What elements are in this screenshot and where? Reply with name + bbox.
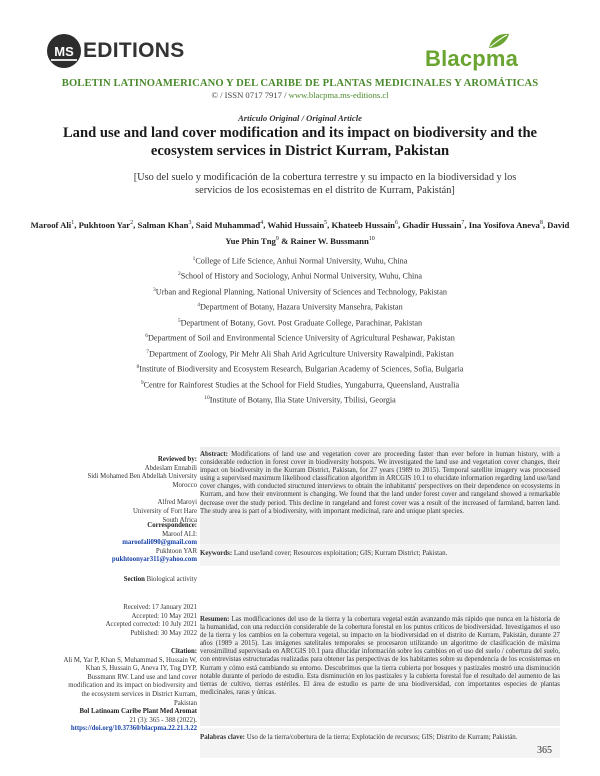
- author-name: Said Muhammad: [195, 219, 261, 230]
- author-affiliation-number: 10: [368, 235, 375, 242]
- author-list: Maroof Ali$^1$, Pukhtoon Yar$^2$, Salman Khan$^3$, Said Muhammad$^4$, Wahid Hussain$^5$, Khateeb Hussain$^6$, Ghadir Hussain$^7$, Ina Yosifova Aneva$^8$, David Yue Phin Tng$^9$ & Rainer W. Bussmann$^{10}$: [30, 219, 570, 246]
- section-label: Section: [123, 576, 145, 583]
- reviewer-name: Abdeslam Ennabili: [144, 464, 197, 472]
- affiliation-item: [80, 361, 520, 376]
- abstract-label: Abstract:: [200, 451, 228, 458]
- affiliation-number: 3: [153, 286, 156, 293]
- received-date: Received: 17 January 2021: [123, 604, 197, 611]
- affiliation-text: School of History and Sociology, Anhui Normal University, Wuhu, China: [180, 272, 423, 282]
- ms-logo-word: EDITIONS: [83, 39, 185, 62]
- doi-link[interactable]: https://doi.org/10.37360/blacpma.22.21.3.22: [70, 725, 197, 733]
- ms-logo-mark: MS: [47, 34, 81, 68]
- palabras-clave: [200, 734, 560, 742]
- palabras-text: Uso de la tierra/cobertura de la tierra; Explotación de recursos; GIS; Distrito de Kurram; Pakistán.: [246, 734, 518, 741]
- affiliation-text: Department of Soil and Environmental Science University of Agricultural Peshawar, Pakistan: [147, 333, 455, 343]
- resumen-label: Resumen:: [200, 616, 230, 623]
- accepted-corrected-date: Accepted corrected: 10 July 2021: [105, 621, 197, 629]
- author-affiliation-number: 5: [324, 220, 328, 226]
- affiliation-number: 5: [177, 317, 181, 324]
- article-title: Land use and land cover modification and its impact on biodiversity and the ecosystem services in District Kurram, Pakistan: [62, 125, 538, 159]
- author-name: Wahid Hussain: [267, 219, 325, 230]
- citation-text: Ali M, Yar P, Khan S, Muhammad S, Hussain W, Khan S, Hussain G, Aneva IY, Tng DYP, Bussmann RW. Land use and land cover modification and its impact on biodiversity and the ecosystem services in District Kurram, Pakistan: [63, 656, 197, 707]
- citation-block: [60, 648, 197, 734]
- reviewer-country: South Africa: [162, 516, 197, 524]
- keywords: [200, 550, 560, 557]
- affiliation-item: [80, 299, 520, 314]
- author-affiliation-number: 9: [275, 235, 279, 242]
- affiliation-item: [80, 253, 520, 268]
- reviewer-country: Morocco: [172, 481, 197, 489]
- article-subtitle: [Uso del suelo y modificación de la cobertura terrestre y su impacto en la biodiversidad y los servicios de los ecosistemas en el distrito de Kurram, Pakistán]: [133, 172, 517, 196]
- affiliation-item: [80, 315, 520, 330]
- affiliation-list: [80, 253, 520, 407]
- author-name: Maroof Ali: [30, 219, 72, 230]
- affiliation-text: Institute of Biodiversity and Ecosystem Research, Bulgarian Academy of Sciences, Sofia, Bulgaria: [139, 364, 464, 374]
- affiliation-text: Centre for Rainforest Studies at the School for Field Studies, Yungaburra, Queensland, Australia: [143, 380, 460, 390]
- affiliation-number: 9: [140, 379, 144, 386]
- author-name: Rainer W. Bussmann: [290, 235, 369, 246]
- palabras-panel: [200, 728, 560, 758]
- affiliation-text: Department of Botany, Govt. Post Graduate College, Parachinar, Pakistan: [180, 318, 423, 328]
- journal-url-link[interactable]: www.blacpma.ms-editions.cl: [288, 90, 389, 100]
- correspondence-block: [60, 522, 197, 565]
- corresponding-email-link[interactable]: pukhtoonyar311@yahoo.com: [111, 556, 197, 564]
- citation-volume: 21 (3): 365 - 388 (2022).: [129, 716, 197, 724]
- citation-label: Citation:: [170, 648, 197, 655]
- reviewed-by-label: Reviewed by:: [157, 456, 197, 463]
- affiliation-text: College of Life Science, Anhui Normal University, Wuhu, China: [195, 256, 408, 266]
- author-affiliation-number: 6: [395, 220, 398, 226]
- affiliation-item: [80, 284, 520, 299]
- journal-name: BOLETIN LATINOAMERICANO Y DEL CARIBE DE PLANTAS MEDICINALES Y AROMÁTICAS: [61, 78, 539, 89]
- author-affiliation-number: 7: [461, 220, 465, 226]
- author-name: Ina Yosifova Aneva: [468, 219, 540, 230]
- affiliation-number: 6: [145, 333, 148, 340]
- abstract: [200, 451, 560, 518]
- keywords-label: Keywords:: [200, 550, 233, 557]
- affiliation-text: Department of Zoology, Pir Mehr Ali Shah Arid Agriculture University Rawalpindi, Pakistan: [148, 349, 454, 359]
- issn-line: [0, 90, 600, 100]
- section-value: Biological activity: [146, 576, 197, 583]
- corresponding-email-link[interactable]: maroofali090@gmail.com: [122, 539, 197, 547]
- affiliation-number: 2: [177, 271, 181, 278]
- author-name: Ghadir Hussain: [402, 219, 462, 230]
- published-date: Published: 30 May 2022: [130, 629, 197, 637]
- resumen-text: Las modificaciones del uso de la tierra y la cobertura vegetal están avanzando más rápido que nunca en la historia de la humanidad, con una reducción considerable de la cobertura forestal en los puntos críticos de biodiversidad. Investigamos el uso de la tierra y los cambios en la cobertura vegetal, su impacto en la biodiversidad en el distrito de Kurram, Pakistán, durante 27 años (1989 a 2015). Las imágenes satelitales temporales se procesaron utilizando un algoritmo de clasificación de máxima verosimilitud supervisada en ARCGIS 10.1 para dilucidar información sobre los cambios en el uso del suelo / cobertura del suelo, con entrevistas estructuradas realizadas para obtener las perspectivas de los habitantes sobre su dependencia de los ecosistemas en Kurram y cómo está cambiando su entorno. Descubrimos que la tierra cubierta por bosques y pastizales mostró una disminución notable durante el período de estudio. Esta disminución en los pastizales y la cubierta forestal fue el resultado del aumento de las tierras de cultivo, tierras estériles. El área de estudio es parte de una biodiversidad, con importantes especies de plantas medicinales, raras y únicas.: [200, 616, 560, 696]
- reviewer-name: Alfred Maroyi: [157, 499, 197, 507]
- section-block: [60, 576, 197, 585]
- affiliation-number: 4: [197, 302, 200, 309]
- affiliation-item: [80, 392, 520, 407]
- article-type: Articulo Original / Original Article: [238, 113, 362, 123]
- author-affiliation-number: 3: [188, 220, 192, 226]
- reviewers-block: [60, 456, 197, 525]
- affiliation-number: 7: [146, 348, 149, 355]
- author-affiliation-number: 1: [71, 220, 75, 226]
- affiliation-text: Urban and Regional Planning, National University of Sciences and Technology, Pakistan: [155, 287, 447, 297]
- ms-editions-logo: [47, 34, 185, 68]
- reviewer-affiliation: University of Fort Hare: [133, 507, 197, 515]
- author-name: Khateeb Hussain: [331, 219, 395, 230]
- affiliation-number: 10: [204, 394, 210, 401]
- page-number: 365: [537, 745, 552, 756]
- abstract-text: Modifications of land use and vegetation cover are proceeding faster than ever before in human history, with a considerable reduction in forest cover in biodiversity hotspots. We investigated the land use and vegetation cover changes, their impact on biodiversity in the Kurram District, Pakistan, for 27 years (1989 to 2015). Temporal satellite imagery was processed using a supervised maximum likelihood classification algorithm in ARCGIS 10.1 to elucidate information regarding land use/land cover changes, with conducted structured interviews to obtain the inhabitants' perspectives on their dependence on ecosystems in Kurram, and how their environment is changing. We found that the land under forest cover and rangeland showed a remarkable decrease over the study period. This decline in rangeland and forest cover was a result of the increased of farmland, barren land. The study area is part of a biodiversity, with important medicinal, rare and unique plant species.: [200, 451, 560, 515]
- dates-block: [60, 604, 197, 638]
- resumen: [200, 616, 560, 697]
- issn-text: © / ISSN 0717 7917 /: [211, 90, 289, 100]
- affiliation-text: Department of Botany, Hazara University Mansehra, Pakistan: [200, 303, 403, 313]
- author-affiliation-number: 4: [260, 220, 264, 226]
- accepted-date: Accepted: 10 May 2021: [131, 612, 197, 620]
- affiliation-item: [80, 377, 520, 392]
- affiliation-item: [80, 346, 520, 361]
- author-affiliation-number: 8: [539, 220, 543, 226]
- corresponding-author: Pukhtoon YAR: [155, 547, 197, 555]
- correspondence-label: Correspondence:: [147, 522, 197, 529]
- affiliation-number: 8: [136, 364, 140, 371]
- affiliation-text: Institute of Botany, Ilia State University, Tbilisi, Georgia: [209, 395, 396, 405]
- palabras-label: Palabras clave:: [200, 734, 245, 741]
- author-name: Salman Khan: [137, 219, 189, 230]
- affiliation-number: 1: [192, 256, 196, 262]
- affiliation-item: [80, 268, 520, 283]
- author-affiliation-number: 2: [130, 220, 134, 226]
- author-name: David Yue Phin Tng: [225, 219, 570, 246]
- affiliation-item: [80, 330, 520, 345]
- blacpma-logo: [425, 32, 555, 74]
- keywords-text: Land use/land cover; Resources exploitation; GIS; Kurram District; Pakistan.: [233, 550, 448, 557]
- reviewer-affiliation: Sidi Mohamed Ben Abdellah University: [87, 473, 197, 481]
- citation-journal: Bol Latinoam Caribe Plant Med Aromat: [79, 708, 197, 716]
- author-name: Pukhtoon Yar: [78, 219, 131, 230]
- blacpma-logo-word: Blacpma: [425, 46, 519, 71]
- corresponding-author: Maroof ALI:: [162, 530, 197, 538]
